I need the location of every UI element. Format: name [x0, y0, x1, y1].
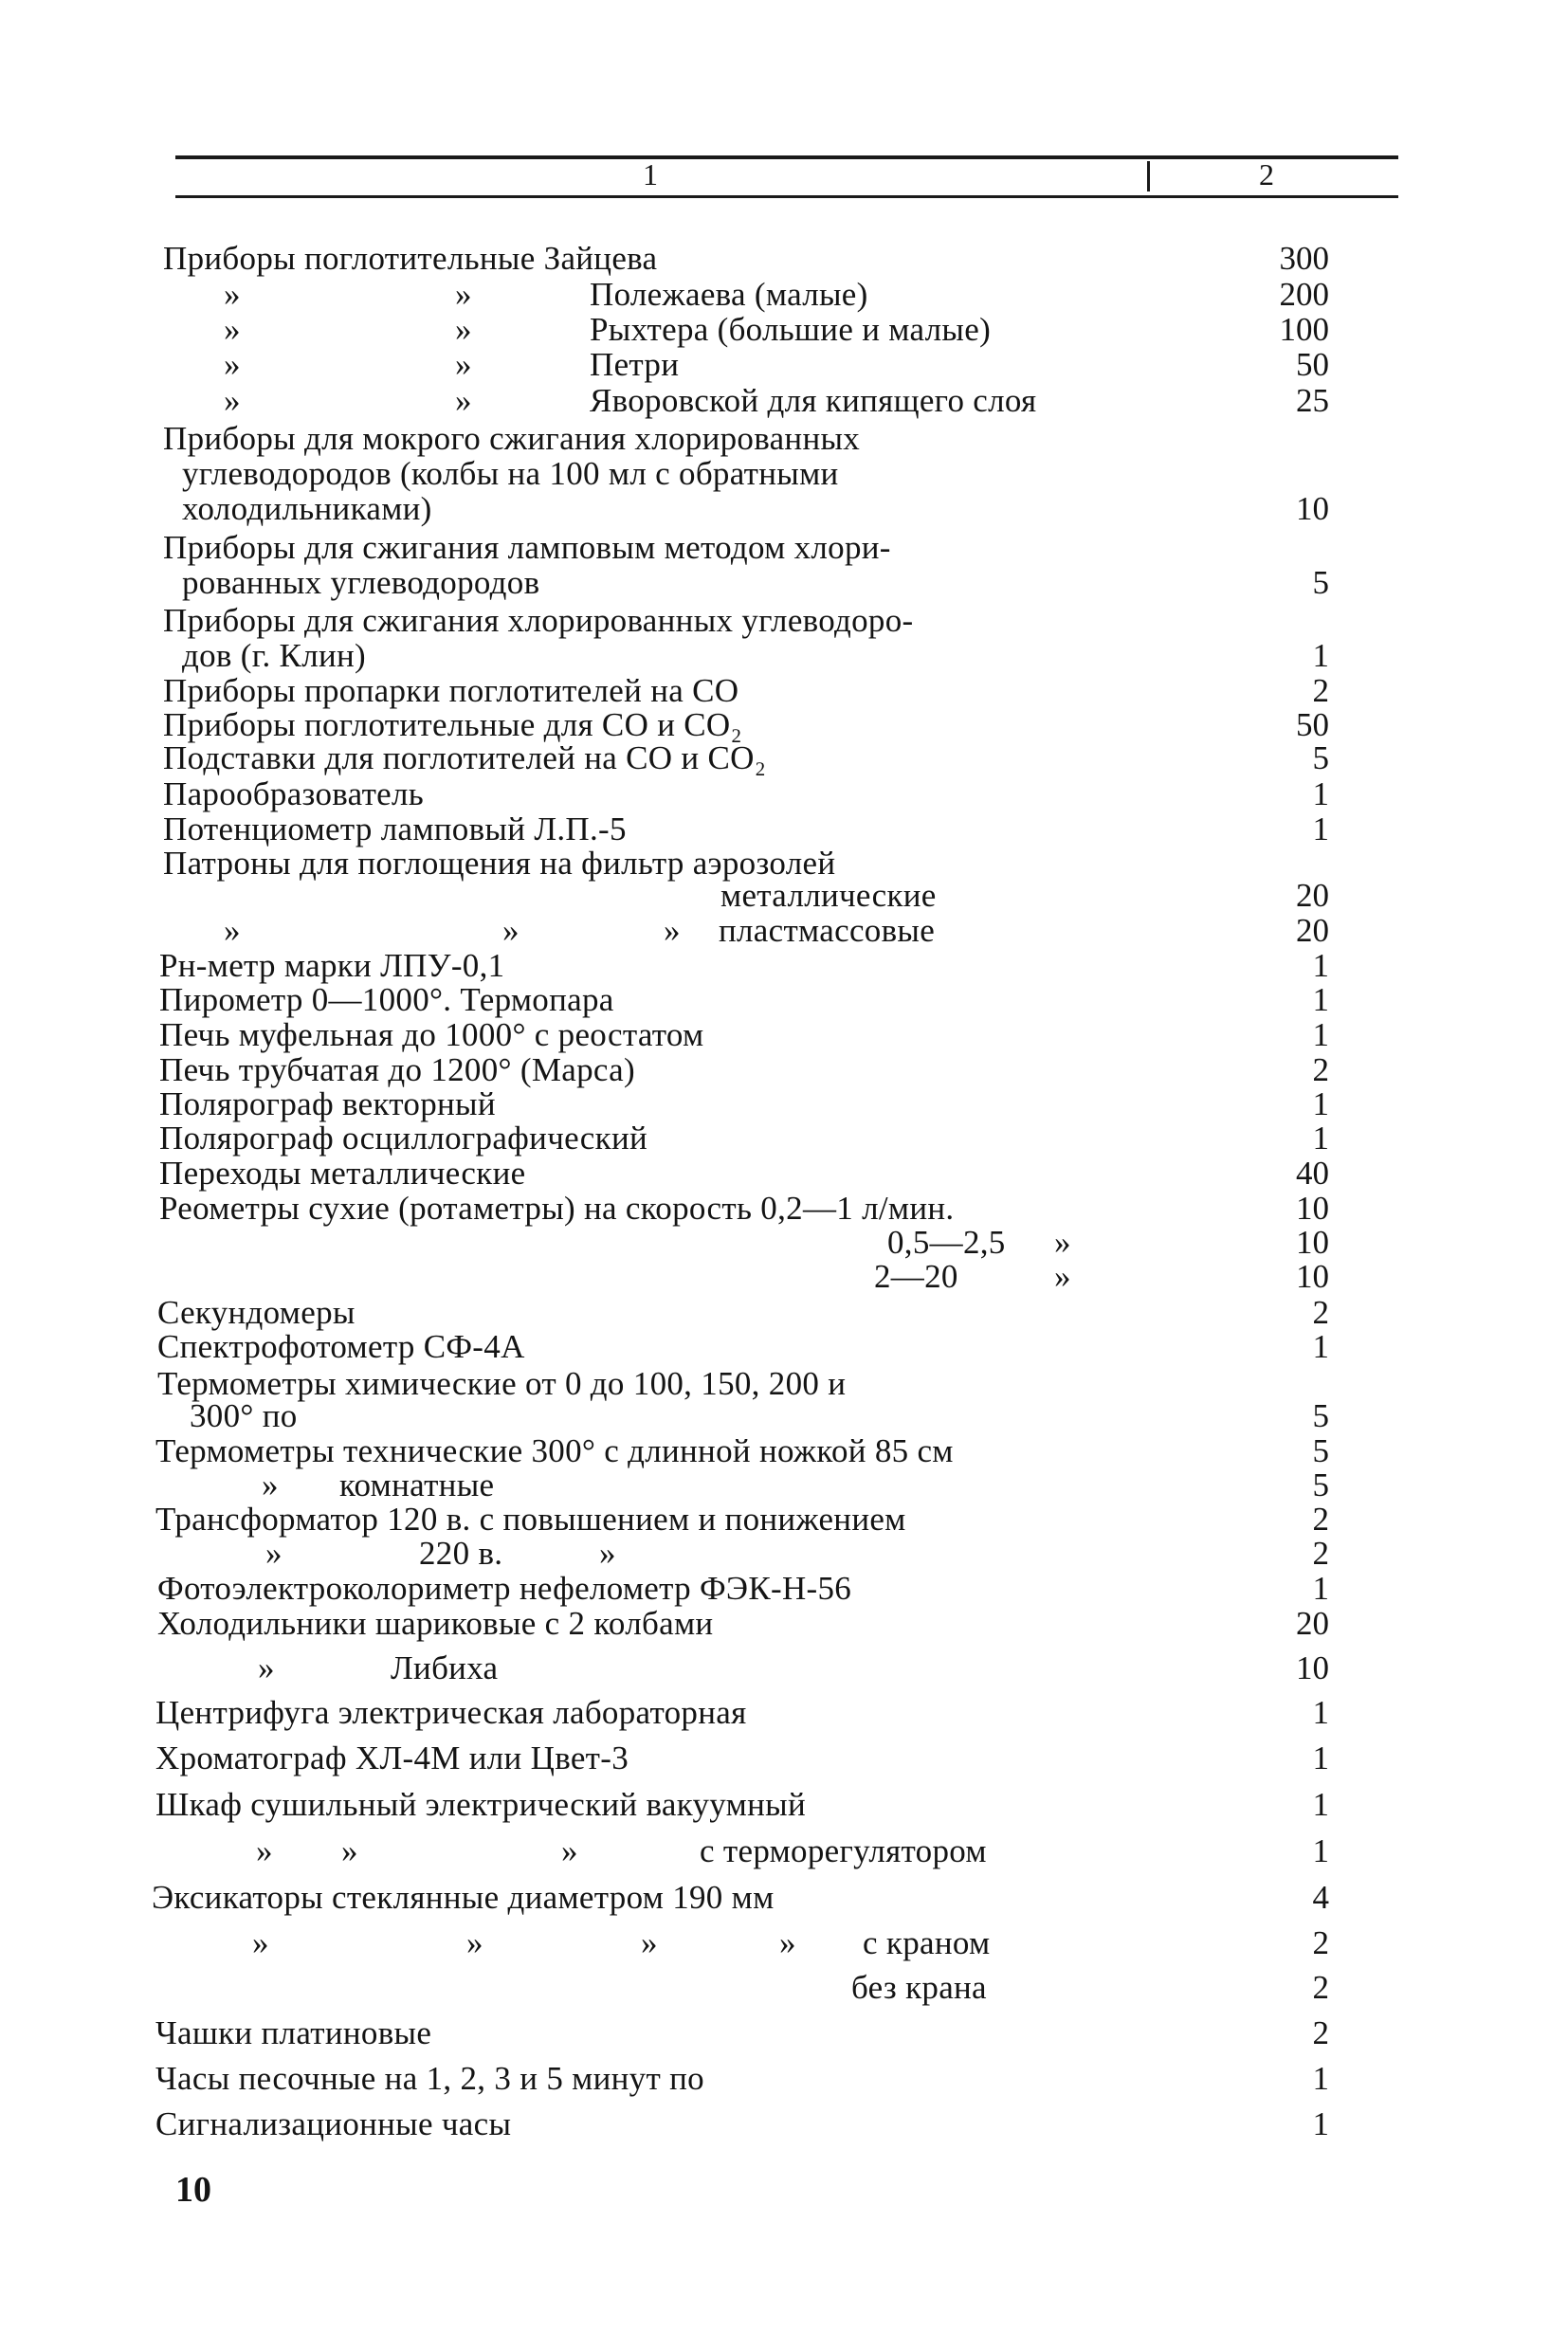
table-row — [0, 913, 1568, 949]
item-quantity: 1 — [1312, 775, 1329, 812]
item-text: Термометры химические от 0 до 100, 150, 200 и — [157, 1365, 847, 1402]
item-text: Печь трубчатая до 1200° (Марса) — [159, 1051, 635, 1088]
table-row — [0, 1650, 1568, 1686]
item-quantity: 1 — [1312, 1120, 1329, 1157]
table-row — [0, 1017, 1568, 1053]
table-row — [0, 1833, 1568, 1869]
table-row — [0, 2015, 1568, 2051]
item-quantity: 2 — [1312, 2014, 1329, 2051]
item-text-segment: » — [641, 1924, 658, 1961]
table-row — [0, 740, 1568, 776]
item-text-segment: » — [341, 1832, 358, 1869]
table-row — [0, 1295, 1568, 1331]
table-row — [0, 1970, 1568, 2006]
table-row — [0, 1502, 1568, 1538]
item-text: Эксикаторы стеклянные диаметром 190 мм — [152, 1879, 775, 1916]
item-text: Потенциометр ламповый Л.П.-5 — [163, 811, 627, 847]
item-text: Сигнализационные часы — [155, 2105, 512, 2142]
item-quantity: 300 — [1279, 240, 1329, 277]
table-row — [0, 811, 1568, 847]
table-row — [0, 421, 1568, 457]
item-quantity: 1 — [1312, 981, 1329, 1018]
item-text-segment: 220 в. — [419, 1535, 503, 1572]
table-row — [0, 1433, 1568, 1469]
item-quantity: 25 — [1296, 382, 1329, 419]
item-quantity: 10 — [1296, 1224, 1329, 1261]
table-row — [0, 277, 1568, 313]
item-text-segment: » — [779, 1924, 796, 1961]
table-row — [0, 241, 1568, 277]
item-text-segment: » — [466, 1924, 483, 1961]
item-text: Холодильники шариковые с 2 колбами — [157, 1605, 714, 1642]
table-row — [0, 1086, 1568, 1122]
item-text: Шкаф сушильный электрический вакуумный — [155, 1786, 806, 1823]
item-quantity: 50 — [1296, 346, 1329, 383]
table-row — [0, 1925, 1568, 1961]
table-row — [0, 1398, 1568, 1434]
item-quantity: 1 — [1312, 1570, 1329, 1607]
table-row — [0, 948, 1568, 984]
table-row — [0, 1740, 1568, 1776]
item-text-segment: Рыхтера (большие и малые) — [590, 311, 992, 348]
item-text: Приборы поглотительные для CO и CO₂ — [163, 706, 743, 743]
item-quantity: 50 — [1296, 706, 1329, 743]
item-text: Центрифуга электрическая лабораторная — [155, 1694, 747, 1731]
item-quantity: 2 — [1312, 1294, 1329, 1331]
item-text: Реометры сухие (ротаметры) на скорость 0,2—1 л/мин. — [159, 1190, 955, 1227]
column-header-2: 2 — [1259, 157, 1274, 191]
item-quantity: 1 — [1312, 1328, 1329, 1365]
table-row — [0, 1191, 1568, 1227]
item-quantity: 10 — [1296, 1190, 1329, 1227]
item-quantity: 40 — [1296, 1155, 1329, 1192]
item-quantity: 1 — [1312, 1016, 1329, 1053]
item-text-segment: пластмассовые — [719, 912, 936, 949]
item-quantity: 1 — [1312, 947, 1329, 984]
table-row — [0, 1880, 1568, 1916]
table-row — [0, 1695, 1568, 1731]
item-quantity: 10 — [1296, 1649, 1329, 1686]
table-row — [0, 312, 1568, 348]
item-text: Парообразователь — [163, 775, 425, 812]
item-quantity: 2 — [1312, 672, 1329, 709]
item-text: Печь муфельная до 1000° с реостатом — [159, 1016, 704, 1053]
table-row — [0, 603, 1568, 639]
item-quantity: 5 — [1312, 1397, 1329, 1434]
table-header-rule — [175, 195, 1398, 198]
table-row — [0, 565, 1568, 601]
item-text-segment: Полежаева (малые) — [590, 276, 868, 313]
page-number: 10 — [175, 2170, 211, 2210]
table-row — [0, 776, 1568, 812]
table-row — [0, 383, 1568, 419]
table-row — [0, 1329, 1568, 1365]
item-quantity: 1 — [1312, 637, 1329, 674]
item-text-segment: » — [455, 276, 472, 313]
table-row — [0, 1052, 1568, 1088]
item-text-segment: Петри — [590, 346, 680, 383]
item-text: Подставки для поглотителей на CO и CO₂ — [163, 739, 767, 776]
item-quantity: 2 — [1312, 1051, 1329, 1088]
item-text: Патроны для поглощения на фильтр аэрозолей — [163, 845, 836, 882]
item-text: холодильниками) — [182, 490, 432, 527]
table-row — [0, 1606, 1568, 1642]
table-row — [0, 456, 1568, 492]
item-text: Хроматограф ХЛ-4М или Цвет-3 — [155, 1740, 629, 1776]
item-quantity: 2 — [1312, 1501, 1329, 1538]
item-text: Рн-метр марки ЛПУ-0,1 — [159, 947, 505, 984]
table-row — [0, 1225, 1568, 1261]
item-quantity: 1 — [1312, 1740, 1329, 1776]
item-quantity: 1 — [1312, 1085, 1329, 1122]
item-text-segment: с терморегулятором — [700, 1832, 987, 1869]
table-row — [0, 1571, 1568, 1607]
item-text: Полярограф осциллографический — [159, 1120, 648, 1157]
item-quantity: 2 — [1312, 1924, 1329, 1961]
item-text: без крана — [851, 1969, 987, 2006]
item-text-segment: » — [502, 912, 520, 949]
table-row — [0, 1156, 1568, 1192]
item-text: Чашки платиновые — [155, 2014, 432, 2051]
item-text-segment: » — [1054, 1258, 1071, 1295]
item-text: Приборы для сжигания ламповым методом хлори- — [163, 529, 891, 566]
item-quantity: 2 — [1312, 1969, 1329, 2006]
table-row — [0, 1120, 1568, 1157]
item-text: рованных углеводородов — [182, 564, 540, 601]
item-text-segment: » — [599, 1535, 616, 1572]
item-text: » — [256, 1832, 273, 1869]
table-row — [0, 878, 1568, 914]
item-text-segment: » — [561, 1832, 578, 1869]
item-text: Приборы для мокрого сжигания хлорированных — [163, 420, 861, 457]
item-text: Переходы металлические — [159, 1155, 526, 1192]
item-text-segment: » — [1054, 1224, 1071, 1261]
item-text: » — [224, 382, 241, 419]
item-text: » — [224, 912, 241, 949]
table-row — [0, 1467, 1568, 1503]
item-quantity: 1 — [1312, 1832, 1329, 1869]
item-quantity: 1 — [1312, 2105, 1329, 2142]
item-text: Пирометр 0—1000°. Термопара — [159, 981, 614, 1018]
table-row — [0, 2061, 1568, 2097]
item-quantity: 20 — [1296, 877, 1329, 914]
item-quantity: 1 — [1312, 811, 1329, 847]
item-text: » — [224, 311, 241, 348]
item-text: металлические — [720, 877, 937, 914]
item-quantity: 1 — [1312, 2060, 1329, 2097]
item-quantity: 4 — [1312, 1879, 1329, 1916]
item-text-segment: » — [455, 346, 472, 383]
item-text-segment: » — [664, 912, 681, 949]
item-quantity: 5 — [1312, 1466, 1329, 1503]
item-text-segment: Яворовской для кипящего слоя — [590, 382, 1037, 419]
table-row — [0, 491, 1568, 527]
table-row — [0, 673, 1568, 709]
item-text: Трансформатор 120 в. с повышением и понижением — [155, 1501, 906, 1538]
item-quantity: 10 — [1296, 490, 1329, 527]
item-text: » — [252, 1924, 269, 1961]
item-text: Секундомеры — [157, 1294, 356, 1331]
item-text: Часы песочные на 1, 2, 3 и 5 минут по — [155, 2060, 704, 2097]
item-text: 0,5—2,5 — [887, 1224, 1006, 1261]
item-quantity: 1 — [1312, 1694, 1329, 1731]
item-quantity: 5 — [1312, 1432, 1329, 1469]
table-row — [0, 1536, 1568, 1572]
item-quantity: 5 — [1312, 564, 1329, 601]
item-text-segment: Либиха — [391, 1649, 499, 1686]
item-text: » — [224, 346, 241, 383]
item-text: дов (г. Клин) — [182, 637, 366, 674]
item-quantity: 200 — [1279, 276, 1329, 313]
item-text: углеводородов (колбы на 100 мл с обратными — [182, 455, 839, 492]
item-text-segment: » — [455, 382, 472, 419]
item-text: Приборы для сжигания хлорированных углеводоро- — [163, 602, 914, 639]
item-text: » — [258, 1649, 275, 1686]
item-quantity: 1 — [1312, 1786, 1329, 1823]
item-quantity: 20 — [1296, 1605, 1329, 1642]
table-row — [0, 1787, 1568, 1823]
item-text: 300° по — [190, 1397, 298, 1434]
item-text: Спектрофотометр СФ-4А — [157, 1328, 525, 1365]
item-text: 2—20 — [874, 1258, 958, 1295]
item-text: Приборы поглотительные Зайцева — [163, 240, 658, 277]
table-row — [0, 982, 1568, 1018]
item-text: Полярограф векторный — [159, 1085, 496, 1122]
item-quantity: 20 — [1296, 912, 1329, 949]
item-quantity: 5 — [1312, 739, 1329, 776]
item-text-segment: с краном — [863, 1924, 991, 1961]
table-row — [0, 707, 1568, 743]
item-quantity: 2 — [1312, 1535, 1329, 1572]
table-row — [0, 530, 1568, 566]
item-text-segment: » — [455, 311, 472, 348]
item-text: » — [265, 1535, 283, 1572]
item-text: » — [224, 276, 241, 313]
item-quantity: 100 — [1279, 311, 1329, 348]
column-separator — [1147, 161, 1150, 191]
table-top-rule — [175, 155, 1398, 159]
table-row — [0, 638, 1568, 674]
table-row — [0, 1259, 1568, 1295]
item-text-segment: комнатные — [339, 1466, 495, 1503]
table-row — [0, 2106, 1568, 2142]
column-header-1: 1 — [643, 157, 658, 191]
item-text: Фотоэлектроколориметр нефелометр ФЭК-Н-56 — [157, 1570, 852, 1607]
item-quantity: 10 — [1296, 1258, 1329, 1295]
item-text: Термометры технические 300° с длинной ножкой 85 см — [155, 1432, 954, 1469]
item-text: » — [262, 1466, 279, 1503]
table-row — [0, 347, 1568, 383]
item-text: Приборы пропарки поглотителей на CO — [163, 672, 739, 709]
